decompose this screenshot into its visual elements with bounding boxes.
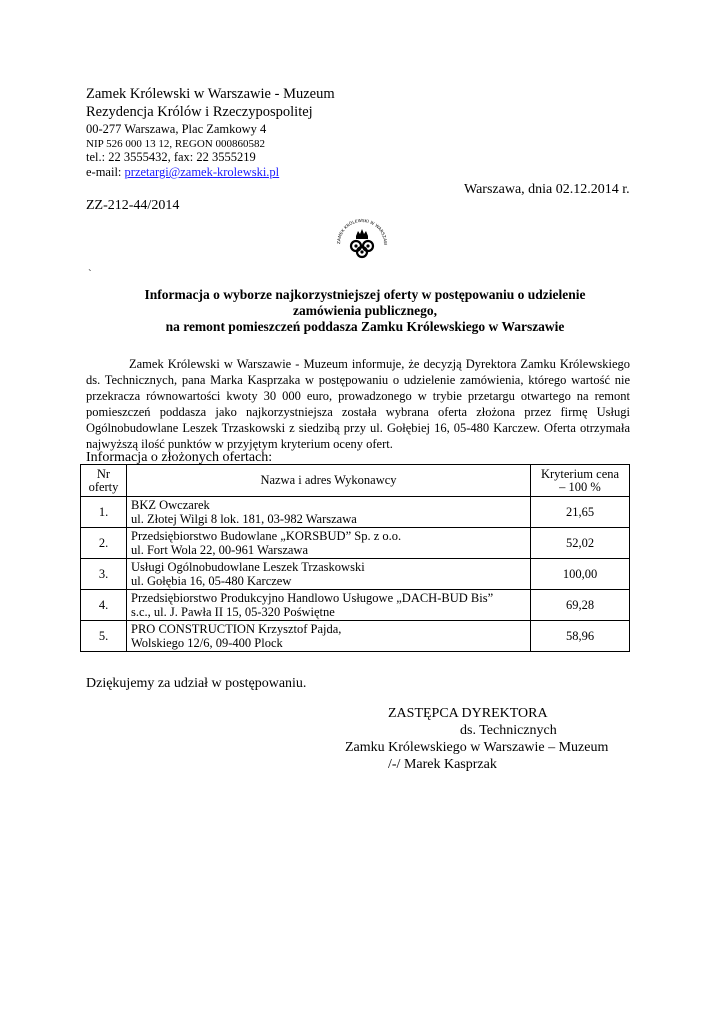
header-contractor: Nazwa i adres Wykonawcy [127, 465, 531, 497]
offer-number: 5. [81, 621, 127, 652]
contractor: Usługi Ogólnobudowlane Leszek Trzaskowski ul. Gołębia 16, 05-480 Karczew [127, 559, 531, 590]
castle-seal-logo [332, 214, 392, 264]
table-row [81, 528, 630, 559]
institution-subtitle: Rezydencja Królów i Rzeczypospolitej [86, 104, 313, 120]
header-offer-number: Nr oferty [81, 465, 127, 497]
price-score: 52,02 [531, 528, 630, 559]
price-score: 58,96 [531, 621, 630, 652]
contractor: Przedsiębiorstwo Produkcyjno Handlowo Usługowe „DACH-BUD Bis” s.c., ul. J. Pawła II 15, 05-320 Poświętne [127, 590, 531, 621]
table-row [81, 621, 630, 652]
table-row [81, 590, 630, 621]
contractor: BKZ Owczarek ul. Złotej Wilgi 8 lok. 181, 03-982 Warszawa [127, 497, 531, 528]
document-date: Warszawa, dnia 02.12.2014 r. [464, 182, 630, 197]
email-label: e-mail: [86, 165, 125, 179]
offers-heading: Informacja o złożonych ofertach: [86, 450, 273, 465]
offer-number: 4. [81, 590, 127, 621]
body-paragraph: Zamek Królewski w Warszawie - Muzeum informuje, że decyzją Dyrektora Zamku Królewskiego ds. Technicznych, pana Marka Kasprzaka w postępowaniu o udzielenie zamówienia, którego wartość nie przekracza równowartości kwoty 30 000 euro, prowadzonego w trybie przetargu otwartego na remont pomieszczeń poddasza jako najkorzystniejsza została wybrana oferta złożona przez firmę Usługi Ogólnobudowlane Leszek Trzaskowski z siedzibą przy ul. Gołębiej 16, 05-480 Karczew. Oferta otrzymała najwyższą ilość punktów w przyjętym kryterium oceny ofert. [86, 357, 630, 451]
document-reference: ZZ-212-44/2014 [86, 198, 180, 213]
signature-title: ZASTĘPCA DYREKTORA [388, 706, 548, 721]
price-score: 100,00 [531, 559, 630, 590]
price-score: 21,65 [531, 497, 630, 528]
offer-number: 3. [81, 559, 127, 590]
document-title [100, 287, 630, 335]
institution-name: Zamek Królewski w Warszawie - Muzeum [86, 86, 335, 102]
signature-department: ds. Technicznych [460, 723, 557, 738]
offer-number: 2. [81, 528, 127, 559]
institution-nip-regon: NIP 526 000 13 12, REGON 000860582 [86, 138, 265, 150]
title-line-3: na remont pomieszczeń poddasza Zamku Królewskiego w Warszawie [165, 319, 565, 334]
seal-text: ZAMEK KRÓLEWSKI W WARSZAW [335, 217, 389, 246]
institution-phone: tel.: 22 3555432, fax: 22 3555219 [86, 150, 256, 164]
table-row [81, 497, 630, 528]
table-header-row [81, 465, 630, 497]
signature-name: /-/ Marek Kasprzak [388, 757, 497, 772]
email-link[interactable]: przetargi@zamek-krolewski.pl [124, 165, 280, 179]
title-line-2: zamówienia publicznego, [293, 303, 437, 318]
offer-number: 1. [81, 497, 127, 528]
title-line-1: Informacja o wyborze najkorzystniejszej oferty w postępowaniu o udzielenie [144, 287, 586, 302]
price-score: 69,28 [531, 590, 630, 621]
header-price-criterion: Kryterium cena – 100 % [531, 465, 630, 497]
offers-table [80, 464, 630, 652]
thanks-note: Dziękujemy za udział w postępowaniu. [86, 676, 307, 691]
institution-email [86, 165, 279, 180]
svg-text:ZAMEK KRÓLEWSKI W WARSZAWIE [332, 214, 388, 245]
signature-institution: Zamku Królewskiego w Warszawie – Muzeum [345, 740, 609, 755]
table-row [81, 559, 630, 590]
stray-mark: ` [88, 268, 92, 280]
contractor: Przedsiębiorstwo Budowlane „KORSBUD” Sp. z o.o. ul. Fort Wola 22, 00-961 Warszawa [127, 528, 531, 559]
contractor: PRO CONSTRUCTION Krzysztof Pajda, Wolskiego 12/6, 09-400 Plock [127, 621, 531, 652]
institution-address: 00-277 Warszawa, Plac Zamkowy 4 [86, 122, 267, 136]
